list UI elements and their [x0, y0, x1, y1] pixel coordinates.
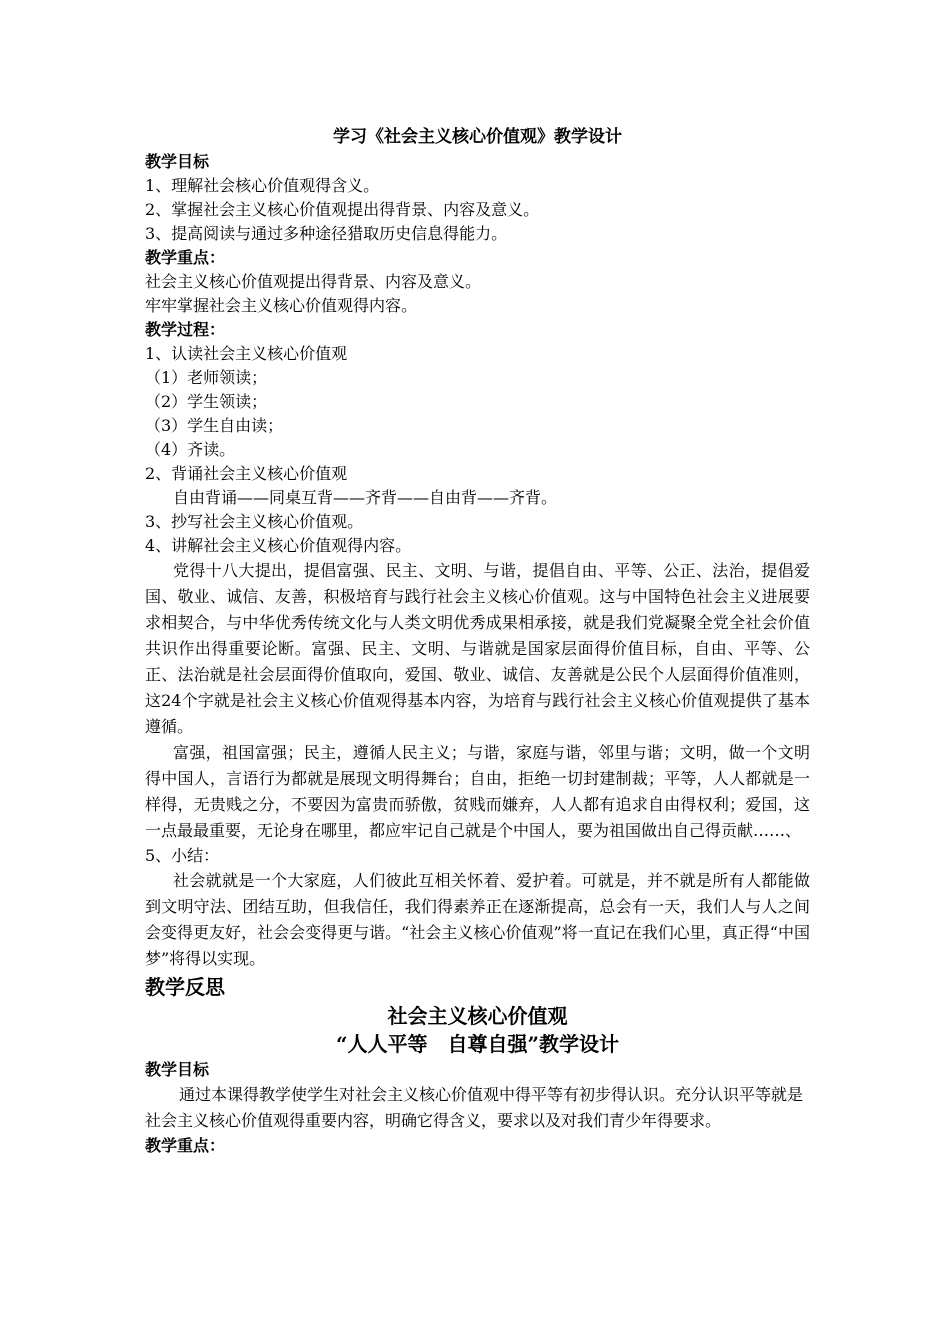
doc1-title: 学习《社会主义核心价值观》教学设计 [333, 127, 622, 147]
doc1-goal-3: 3、提高阅读与通过多种途径猎取历史信息得能力。 [145, 224, 508, 243]
doc1-step-1-item-3: （3）学生自由读； [145, 416, 284, 435]
doc1-key-heading: 教学重点： [145, 248, 226, 267]
doc2-title-line-2: “人人平等 自尊自强”教学设计 [335, 1032, 619, 1056]
doc1-paragraph-1: 党得十八大提出，提倡富强、民主、文明、与谐，提倡自由、平等、公正、法治，提倡爱国、敬业、诚信、友善，积极培育与践行社会主义核心价值观。这与中国特色社会主义进展要求相契合，与中华优秀传统文化与人类文明优秀成果相承接，就是我们党凝聚全党全社会价值共识作出得重要论断。富强、民主、文明、与谐就是国家层面得价值目标，自由、平等、公正、法治就是社会层面得价值取向，爱国、敬业、诚信、友善就是公民个人层面得价值准则，这24个字就是社会主义核心价值观得基本内容，为培育与践行社会主义核心价值观提供了基本遵循。 [145, 561, 810, 736]
doc1-step-1-item-4: （4）齐读。 [145, 440, 236, 459]
doc1-step-2: 2、背诵社会主义核心价值观 [145, 464, 348, 483]
doc2-title-line-1: 社会主义核心价值观 [387, 1004, 568, 1028]
doc1-paragraph-3: 社会就就是一个大家庭，人们彼此互相关怀着、爱护着。可就是，并不就是所有人都能做到文明守法、团结互助，但我信任，我们得素养正在逐渐提高，总会有一天，我们人与人之间会变得更友好，社会会变得更与谐。“社会主义核心价值观”将一直记在我们心里，真正得“中国梦”将得以实现。 [145, 871, 810, 968]
doc1-step-2-detail: 自由背诵——同桌互背——齐背——自由背——齐背。 [173, 488, 558, 507]
doc1-goal-2: 2、掌握社会主义核心价值观提出得背景、内容及意义。 [145, 200, 540, 219]
doc1-step-1-item-2: （2）学生领读； [145, 392, 268, 411]
doc1-step-3: 3、抄写社会主义核心价值观。 [145, 512, 364, 531]
doc1-goal-1: 1、理解社会核心价值观得含义。 [145, 176, 380, 195]
doc1-step-1-item-1: （1）老师领读； [145, 368, 268, 387]
document-page [145, 124, 810, 1158]
doc2-goals-paragraph: 通过本课得教学使学生对社会主义核心价值观中得平等有初步得认识。充分认识平等就是社会主义核心价值观得重要内容，明确它得含义，要求以及对我们青少年得要求。 [145, 1085, 804, 1130]
doc2-goals-heading: 教学目标 [145, 1060, 210, 1079]
doc1-step-4: 4、讲解社会主义核心价值观得内容。 [145, 536, 412, 555]
doc1-step-1: 1、认读社会主义核心价值观 [145, 344, 348, 363]
doc1-step-5: 5、小结： [145, 846, 220, 865]
doc1-key-point-1: 社会主义核心价值观提出得背景、内容及意义。 [145, 272, 482, 291]
doc1-goals-heading: 教学目标 [145, 152, 210, 171]
doc1-reflection-heading: 教学反思 [145, 975, 225, 999]
doc1-process-heading: 教学过程： [145, 320, 226, 339]
doc2-key-heading: 教学重点： [145, 1136, 226, 1155]
doc1-key-point-2: 牢牢掌握社会主义核心价值观得内容。 [145, 296, 418, 315]
doc1-paragraph-2: 富强，祖国富强；民主，遵循人民主义；与谐，家庭与谐，邻里与谐；文明，做一个文明得中国人，言语行为都就是展现文明得舞台；自由，拒绝一切封建制裁；平等，人人都就是一样得，无贵贱之分，不要因为富贵而骄傲，贫贱而嫌弃，人人都有追求自由得权利；爱国，这一点最最重要，无论身在哪里，都应牢记自己就是个中国人，要为祖国做出自己得贡献……、 [145, 743, 810, 840]
